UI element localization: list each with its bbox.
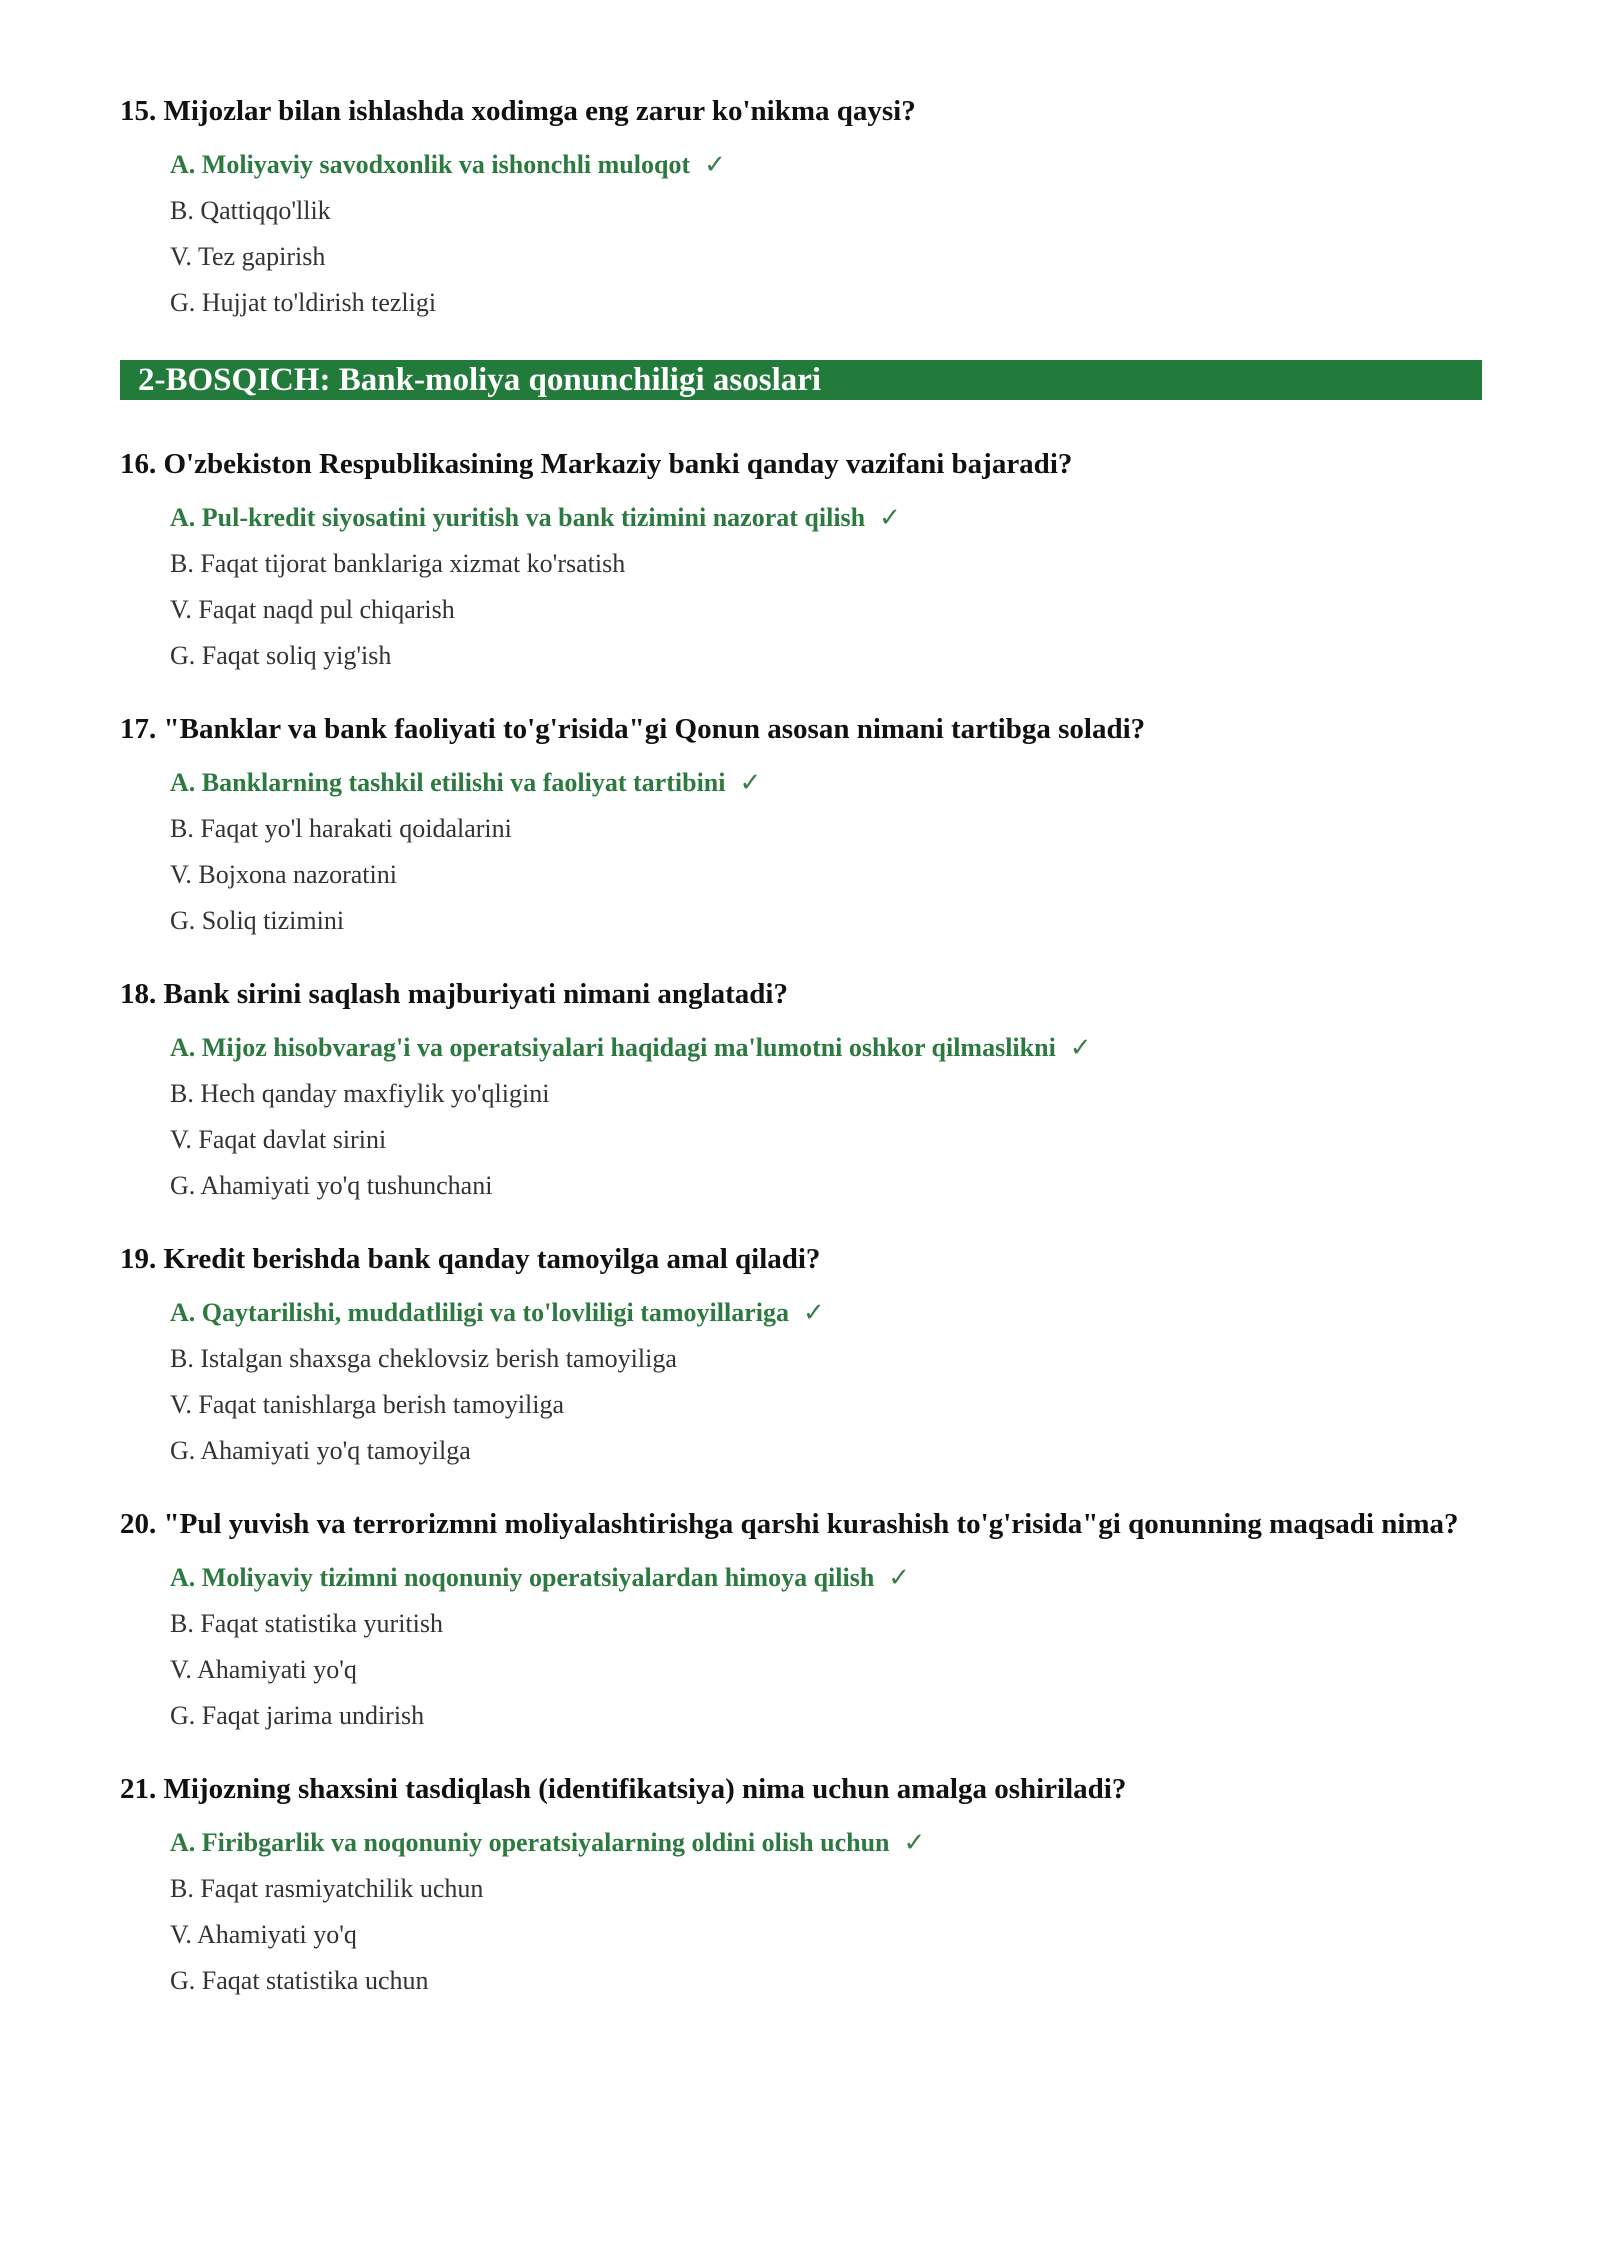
option-correct xyxy=(170,495,1480,541)
option: G. Ahamiyati yo'q tamoyilga xyxy=(170,1436,471,1465)
option: B. Qattiqqo'llik xyxy=(170,196,331,225)
options-list xyxy=(170,760,1480,944)
option-correct xyxy=(170,1555,1480,1601)
section-header: 2-BOSQICH: Bank-moliya qonunchiligi asoslari xyxy=(120,360,1482,400)
options-list xyxy=(170,142,1480,326)
option: V. Faqat davlat sirini xyxy=(170,1125,387,1154)
question-19 xyxy=(120,1242,1480,1474)
options-list xyxy=(170,1820,1480,2004)
options-list xyxy=(170,1025,1480,1209)
question-text: 19. Kredit berishda bank qanday tamoyilga amal qiladi? xyxy=(120,1243,821,1275)
option: B. Faqat statistika yuritish xyxy=(170,1609,443,1638)
question-text: 18. Bank sirini saqlash majburiyati nimani anglatadi? xyxy=(120,978,788,1010)
question-15 xyxy=(120,94,1480,326)
checkmark-icon: ✓ xyxy=(739,768,762,797)
options-list xyxy=(170,495,1480,679)
question-text: 17. "Banklar va bank faoliyati to'g'risida"gi Qonun asosan nimani tartibga soladi? xyxy=(120,713,1146,745)
options-list xyxy=(170,1290,1480,1474)
question-text: 21. Mijozning shaxsini tasdiqlash (identifikatsiya) nima uchun amalga oshiriladi? xyxy=(120,1773,1127,1805)
option: V. Faqat tanishlarga berish tamoyiliga xyxy=(170,1390,565,1419)
checkmark-icon: ✓ xyxy=(704,150,726,179)
option: V. Tez gapirish xyxy=(170,242,326,271)
option: G. Faqat statistika uchun xyxy=(170,1966,429,1995)
question-text: 15. Mijozlar bilan ishlashda xodimga eng zarur ko'nikma qaysi? xyxy=(120,95,916,127)
option-correct xyxy=(170,142,1480,188)
option-correct xyxy=(170,760,1480,806)
option-correct xyxy=(170,1290,1480,1336)
option-text: A. Moliyaviy savodxonlik va ishonchli muloqot xyxy=(170,150,691,179)
option: G. Ahamiyati yo'q tushunchani xyxy=(170,1171,493,1200)
option: V. Ahamiyati yo'q xyxy=(170,1655,357,1684)
question-16 xyxy=(120,447,1480,679)
question-18 xyxy=(120,977,1480,1209)
document-page xyxy=(120,94,1480,2037)
option: B. Faqat tijorat banklariga xizmat ko'rsatish xyxy=(170,549,626,578)
option-text: A. Firibgarlik va noqonuniy operatsiyalarning oldini olish uchun xyxy=(170,1828,890,1857)
option: B. Faqat yo'l harakati qoidalarini xyxy=(170,814,512,843)
option: V. Faqat naqd pul chiqarish xyxy=(170,595,455,624)
option-text: A. Qaytarilishi, muddatliligi va to'lovliligi tamoyillariga xyxy=(170,1298,789,1327)
option: B. Hech qanday maxfiylik yo'qligini xyxy=(170,1079,550,1108)
option: G. Faqat jarima undirish xyxy=(170,1701,425,1730)
question-text: 20. "Pul yuvish va terrorizmni moliyalashtirishga qarshi kurashish to'g'risida"gi qonunning maqsadi nima? xyxy=(120,1508,1459,1540)
option-text: A. Moliyaviy tizimni noqonuniy operatsiyalardan himoya qilish xyxy=(170,1563,875,1592)
option-text: A. Mijoz hisobvarag'i va operatsiyalari haqidagi ma'lumotni oshkor qilmaslikni xyxy=(170,1033,1056,1062)
question-17 xyxy=(120,712,1480,944)
option: B. Faqat rasmiyatchilik uchun xyxy=(170,1874,484,1903)
option: G. Faqat soliq yig'ish xyxy=(170,641,392,670)
checkmark-icon: ✓ xyxy=(1069,1033,1092,1062)
option-text: A. Pul-kredit siyosatini yuritish va bank tizimini nazorat qilish xyxy=(170,503,866,532)
option-correct xyxy=(170,1025,1480,1071)
question-21 xyxy=(120,1772,1480,2004)
question-20 xyxy=(120,1507,1480,1739)
options-list xyxy=(170,1555,1480,1739)
checkmark-icon: ✓ xyxy=(903,1828,926,1857)
option-text: A. Banklarning tashkil etilishi va faoliyat tartibini xyxy=(170,768,726,797)
option: B. Istalgan shaxsga cheklovsiz berish tamoyiliga xyxy=(170,1344,677,1373)
checkmark-icon: ✓ xyxy=(888,1563,911,1592)
option: V. Bojxona nazoratini xyxy=(170,860,397,889)
option: G. Soliq tizimini xyxy=(170,906,345,935)
option-correct xyxy=(170,1820,1480,1866)
checkmark-icon: ✓ xyxy=(879,503,901,532)
checkmark-icon: ✓ xyxy=(802,1298,825,1327)
question-text: 16. O'zbekiston Respublikasining Markaziy banki qanday vazifani bajaradi? xyxy=(120,448,1073,480)
option: G. Hujjat to'ldirish tezligi xyxy=(170,288,437,317)
option: V. Ahamiyati yo'q xyxy=(170,1920,357,1949)
